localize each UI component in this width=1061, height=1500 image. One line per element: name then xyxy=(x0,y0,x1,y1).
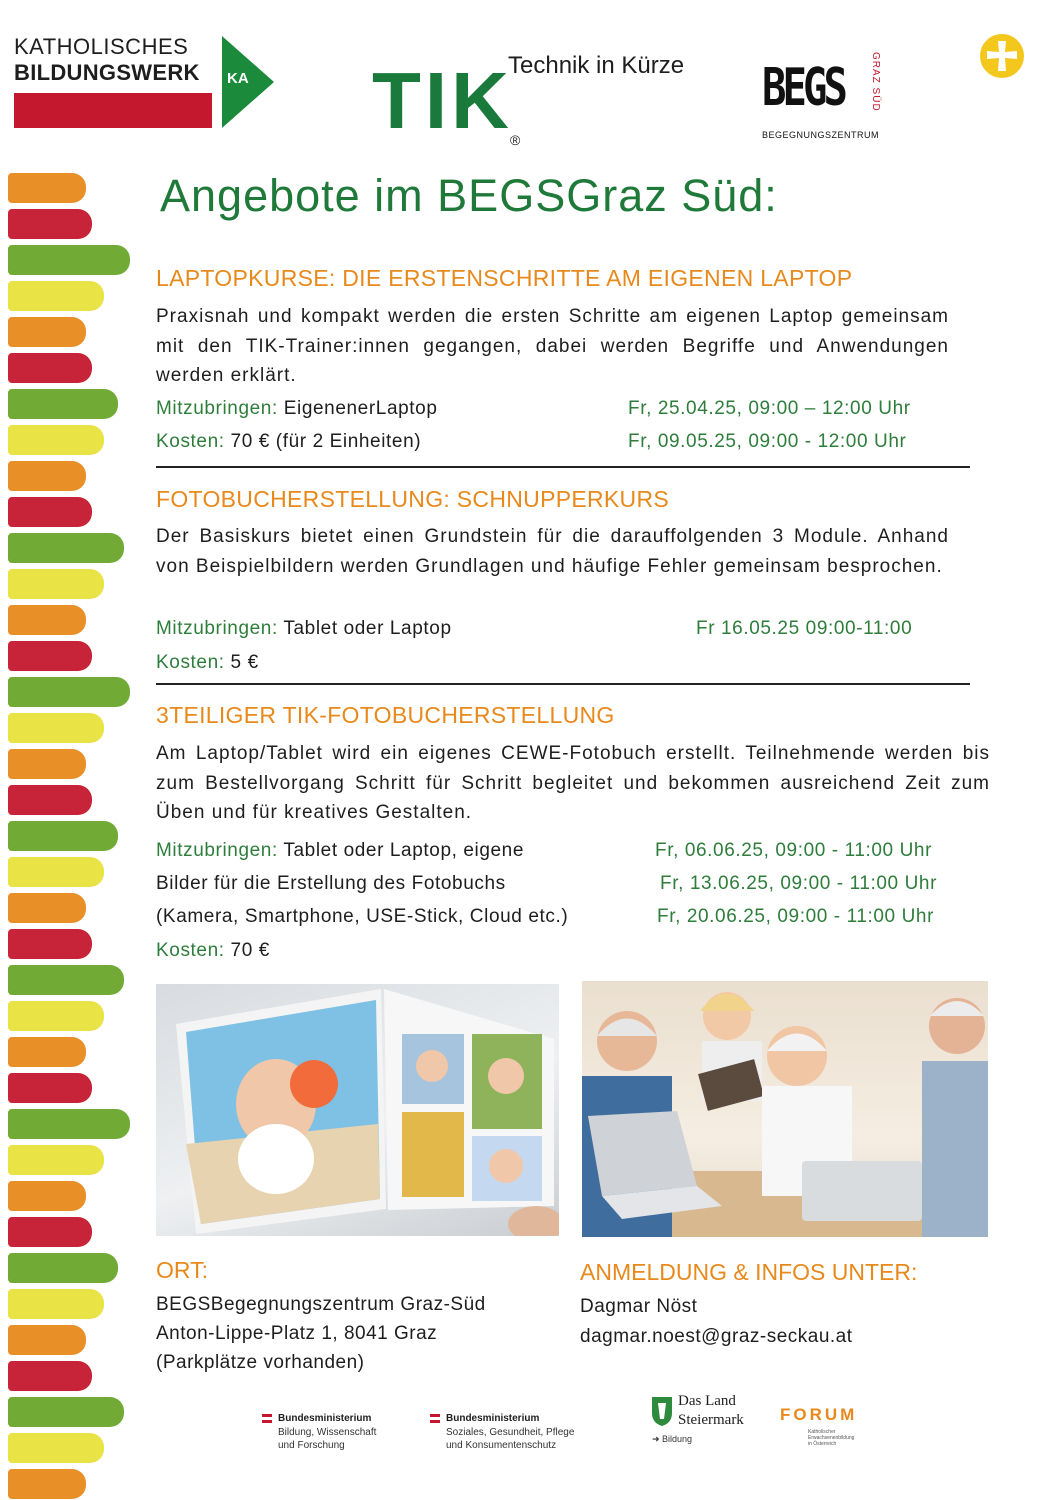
section-3-date-2: Fr, 13.06.25, 09:00 - 11:00 Uhr xyxy=(660,873,938,894)
contact-name: Dagmar Nöst xyxy=(580,1296,698,1317)
steiermark-logo xyxy=(650,1393,760,1453)
cost-value: 5 € xyxy=(230,652,259,673)
brush-stroke xyxy=(8,821,118,851)
bring-value: Tablet oder Laptop, eigene xyxy=(283,840,525,861)
brush-stroke xyxy=(8,1469,86,1499)
page-title: Angebote im BEGSGraz Süd: xyxy=(160,170,778,221)
brush-stroke xyxy=(8,785,92,815)
brush-stroke xyxy=(8,353,92,383)
forum-name: FORUM xyxy=(780,1405,858,1424)
bring-value: Tablet oder Laptop xyxy=(283,618,452,639)
cost-label: Kosten: xyxy=(156,940,225,961)
brush-stroke xyxy=(8,1253,118,1283)
section-2-cost xyxy=(156,652,259,674)
cost-label: Kosten: xyxy=(156,652,225,673)
tik-letters: TIK xyxy=(372,56,513,145)
brush-stroke xyxy=(8,461,86,491)
contact-email[interactable]: dagmar.noest@graz-seckau.at xyxy=(580,1326,853,1347)
stmk-line1: Das Land xyxy=(678,1393,736,1409)
section-1-date-2: Fr, 09.05.25, 09:00 - 12:00 Uhr xyxy=(628,431,907,452)
begs-sub: BEGEGNUNGSZENTRUM xyxy=(762,130,880,140)
brush-stroke xyxy=(8,1361,92,1391)
brush-stroke xyxy=(8,245,130,275)
location-line1: BEGSBegegnungszentrum Graz-Süd xyxy=(156,1294,486,1315)
steiermark-crest-icon xyxy=(650,1395,674,1427)
contact-heading: ANMELDUNG & INFOS UNTER: xyxy=(580,1259,918,1285)
section-3-text: Am Laptop/Tablet wird ein eigenes CEWE-Fotobuch erstellt. Teilnehmende werden bis zum Bestellvorgang Schritt für Schritt begleitet und bekommen ausreichend Zeit zum Üben und für kreatives Gestalten. xyxy=(156,743,990,823)
bm1-line2: und Forschung xyxy=(278,1440,345,1451)
cross-icon xyxy=(979,33,1025,79)
section-1-text: Praxisnah und kompakt werden die ersten Schritte am eigenen Laptop gemeinsam mit den TIK-Trainer:innen gegangen, dabei werden Begriffe und Anwendungen werden erklärt. xyxy=(156,306,949,386)
brush-stroke xyxy=(8,1109,130,1139)
begs-side: GRAZ SÜD xyxy=(870,52,881,112)
brush-stroke xyxy=(8,1397,124,1427)
cost-value: 70 € (für 2 Einheiten) xyxy=(230,431,422,452)
brush-stroke xyxy=(8,1433,104,1463)
brush-stroke xyxy=(8,1325,86,1355)
section-2-text: Der Basiskurs bietet einen Grundstein für die darauffolgenden 3 Module. Anhand von Beispielbildern werden Grundlagen und häufige Fehler gemeinsam besprochen. xyxy=(156,526,949,577)
brush-stroke xyxy=(8,1073,92,1103)
section-1-cost xyxy=(156,431,421,453)
brush-stroke xyxy=(8,389,118,419)
tik-logo xyxy=(372,48,702,153)
brush-stroke xyxy=(8,1001,104,1031)
bm1-line1: Bildung, Wissenschaft xyxy=(278,1427,377,1438)
brush-stroke xyxy=(8,281,104,311)
brush-stroke xyxy=(8,677,130,707)
brush-stroke xyxy=(8,893,86,923)
begs-letters: BEGS xyxy=(762,58,845,118)
bm2-title: Bundesministerium xyxy=(446,1413,540,1424)
kbw-red-bar xyxy=(14,93,212,128)
forum-sub1: Katholischer xyxy=(808,1429,836,1435)
brush-stroke xyxy=(8,533,124,563)
brush-stroke xyxy=(8,569,104,599)
section-3-bring-line2: Bilder für die Erstellung des Fotobuchs xyxy=(156,873,506,894)
brush-stroke xyxy=(8,857,104,887)
bring-value: EigenenerLaptop xyxy=(283,398,438,419)
brush-stroke xyxy=(8,1181,86,1211)
section-3-bring xyxy=(156,840,524,862)
kbw-line2: BILDUNGSWERK xyxy=(14,60,200,85)
brush-stroke xyxy=(8,965,124,995)
brush-stroke xyxy=(8,749,86,779)
bm-soziales-logo xyxy=(430,1412,610,1458)
brush-stroke xyxy=(8,317,86,347)
kbw-line1: KATHOLISCHES xyxy=(14,34,189,59)
brush-stroke xyxy=(8,173,86,203)
section-1-bring xyxy=(156,398,438,420)
bring-label: Mitzubringen: xyxy=(156,840,278,861)
stmk-line2: Steiermark xyxy=(678,1412,744,1428)
brush-stroke xyxy=(8,641,92,671)
location-line2: Anton-Lippe-Platz 1, 8041 Graz xyxy=(156,1323,438,1344)
section-2-date-1: Fr 16.05.25 09:00-11:00 xyxy=(696,618,913,639)
section-3-cost xyxy=(156,940,270,962)
section-2-bring xyxy=(156,618,452,640)
begs-logo xyxy=(762,50,892,150)
section-2-heading: FOTOBUCHERSTELLUNG: SCHNUPPERKURS xyxy=(156,486,670,512)
brush-stroke xyxy=(8,1037,86,1067)
forum-logo xyxy=(780,1405,870,1465)
bm1-title: Bundesministerium xyxy=(278,1413,372,1424)
brush-stroke xyxy=(8,209,92,239)
location-line3: (Parkplätze vorhanden) xyxy=(156,1352,365,1373)
brush-stroke xyxy=(8,605,86,635)
seniors-laptop-image xyxy=(582,981,988,1237)
kbw-badge: KA xyxy=(227,70,249,87)
decorative-stripes xyxy=(0,170,140,1500)
divider xyxy=(156,466,970,468)
bm-bildung-logo xyxy=(262,1412,412,1458)
brush-stroke xyxy=(8,425,104,455)
bm2-line1: Soziales, Gesundheit, Pflege xyxy=(446,1427,575,1438)
tik-tagline: Technik in Kürze xyxy=(508,52,685,79)
section-1-date-1: Fr, 25.04.25, 09:00 – 12:00 Uhr xyxy=(628,398,911,419)
brush-stroke xyxy=(8,929,92,959)
brush-stroke xyxy=(8,713,104,743)
section-3-heading: 3TEILIGER TIK-FOTOBUCHERSTELLUNG xyxy=(156,702,615,728)
section-3-date-1: Fr, 06.06.25, 09:00 - 11:00 Uhr xyxy=(655,840,933,861)
cost-label: Kosten: xyxy=(156,431,225,452)
section-3-bring-line3: (Kamera, Smartphone, USE-Stick, Cloud etc.) xyxy=(156,906,569,927)
location-heading: ORT: xyxy=(156,1257,208,1283)
cost-value: 70 € xyxy=(230,940,270,961)
forum-sub2: Erwachsenenbildung xyxy=(808,1435,855,1441)
bring-label: Mitzubringen: xyxy=(156,398,278,419)
tik-registered: ® xyxy=(510,132,521,148)
bm2-line2: und Konsumentenschutz xyxy=(446,1440,557,1451)
brush-stroke xyxy=(8,497,92,527)
stmk-line3: ➜ Bildung xyxy=(652,1434,693,1444)
brush-stroke xyxy=(8,1217,92,1247)
section-3-date-3: Fr, 20.06.25, 09:00 - 11:00 Uhr xyxy=(657,906,935,927)
brush-stroke xyxy=(8,1145,104,1175)
bring-label: Mitzubringen: xyxy=(156,618,278,639)
photobook-image xyxy=(156,984,559,1236)
divider xyxy=(156,683,970,685)
brush-stroke xyxy=(8,1289,104,1319)
forum-sub3: in Österreich xyxy=(808,1441,837,1447)
kbw-logo xyxy=(14,34,274,130)
section-1-heading: LAPTOPKURSE: DIE ERSTENSCHRITTE AM EIGENEN LAPTOP xyxy=(156,265,853,291)
